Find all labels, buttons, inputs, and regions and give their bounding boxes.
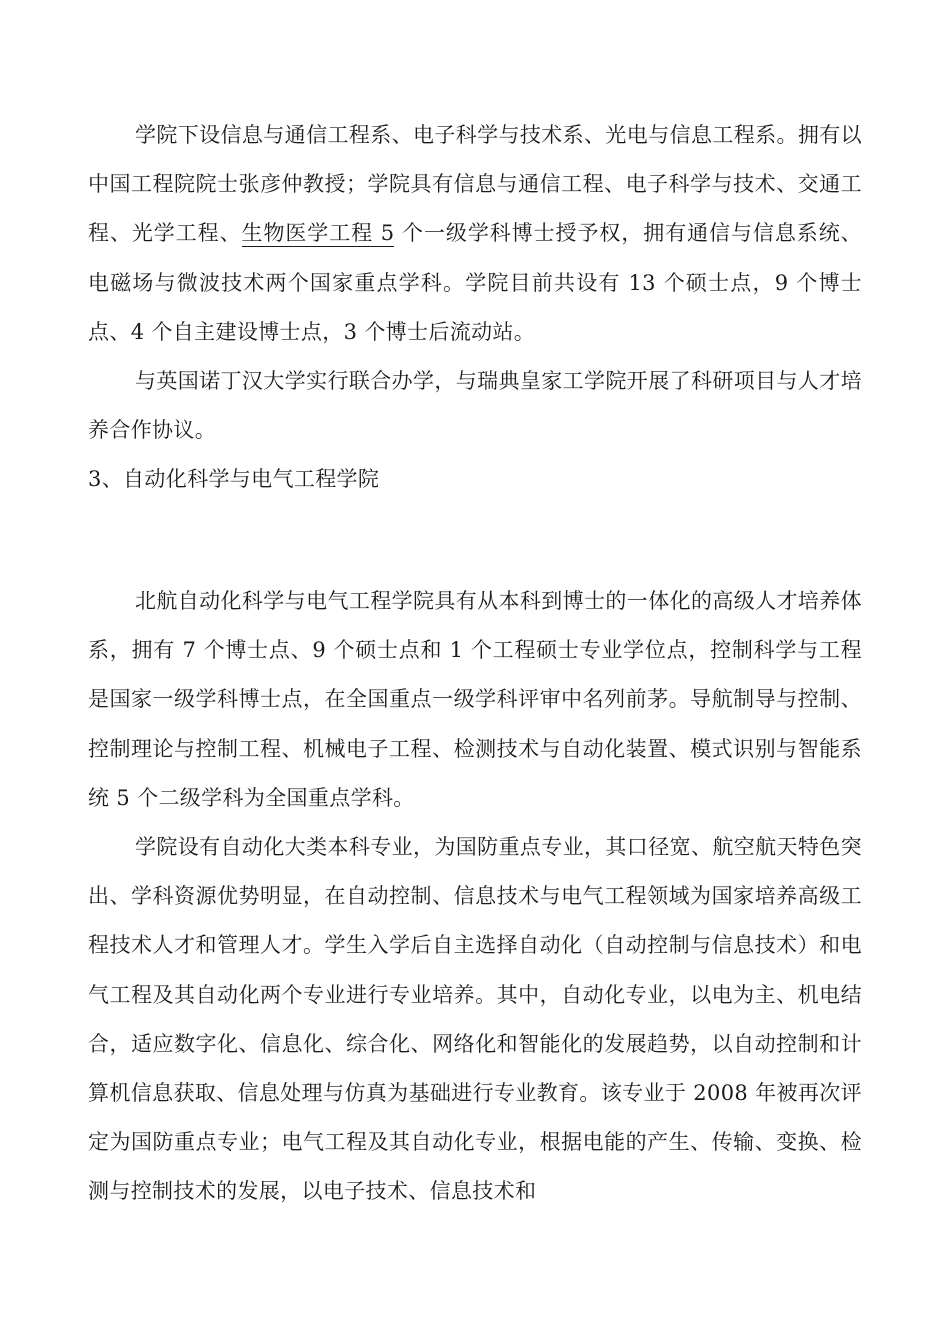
paragraph-college-overview	[88, 111, 862, 357]
section-heading: 3、自动化科学与电气工程学院	[88, 467, 380, 492]
paragraph-cooperation: 与英国诺丁汉大学实行联合办学，与瑞典皇家工学院开展了科研项目与人才培养合作协议。	[88, 369, 862, 443]
paragraph-text: 个一级学科博士授予权，拥有通信与信息系统、电磁场与微波技术两个国家重点学科。学院目前共设有 13 个硕士点，9 个博士点、4 个自主建设博士点，3 个博士后流动站。	[88, 221, 862, 344]
text-block-automation	[88, 577, 862, 1217]
paragraph-automation-majors: 学院设有自动化大类本科专业，为国防重点专业，其口径宽、航空航天特色突出、学科资源优势明显，在自动控制、信息技术与电气工程领域为国家培养高级工程技术人才和管理人才。学生入学后自主选择自动化（自动控制与信息技术）和电气工程及其自动化两个专业进行专业培养。其中，自动化专业，以电为主、机电结合，适应数字化、信息化、综合化、网络化和智能化的发展趋势，以自动控制和计算机信息获取、信息处理与仿真为基础进行专业教育。该专业于 2008 年被再次评定为国防重点专业；电气工程及其自动化专业，根据电能的产生、传输、变换、检测与控制技术的发展，以电子技术、信息技术和	[88, 835, 862, 1204]
underlined-text: 生物医学工程 5	[241, 221, 395, 246]
text-block-top	[88, 111, 862, 505]
paragraph-automation-overview: 北航自动化科学与电气工程学院具有从本科到博士的一体化的高级人才培养体系，拥有 7 个博士点、9 个硕士点和 1 个工程硕士专业学位点，控制科学与工程是国家一级学科博士点，在全国重点一级学科评审中名列前茅。导航制导与控制、控制理论与控制工程、机械电子工程、检测技术与自动化装置、模式识别与智能系统 5 个二级学科为全国重点学科。	[88, 589, 862, 810]
paragraph-text: 学院下设信息与通信工程系、电子科学与技术系、光电与信息工程系。拥有以中国工程院院士张彦仲教授；学院具有信息与通信工程、电子科学与技术、交通工程、光学工程、	[88, 123, 862, 246]
